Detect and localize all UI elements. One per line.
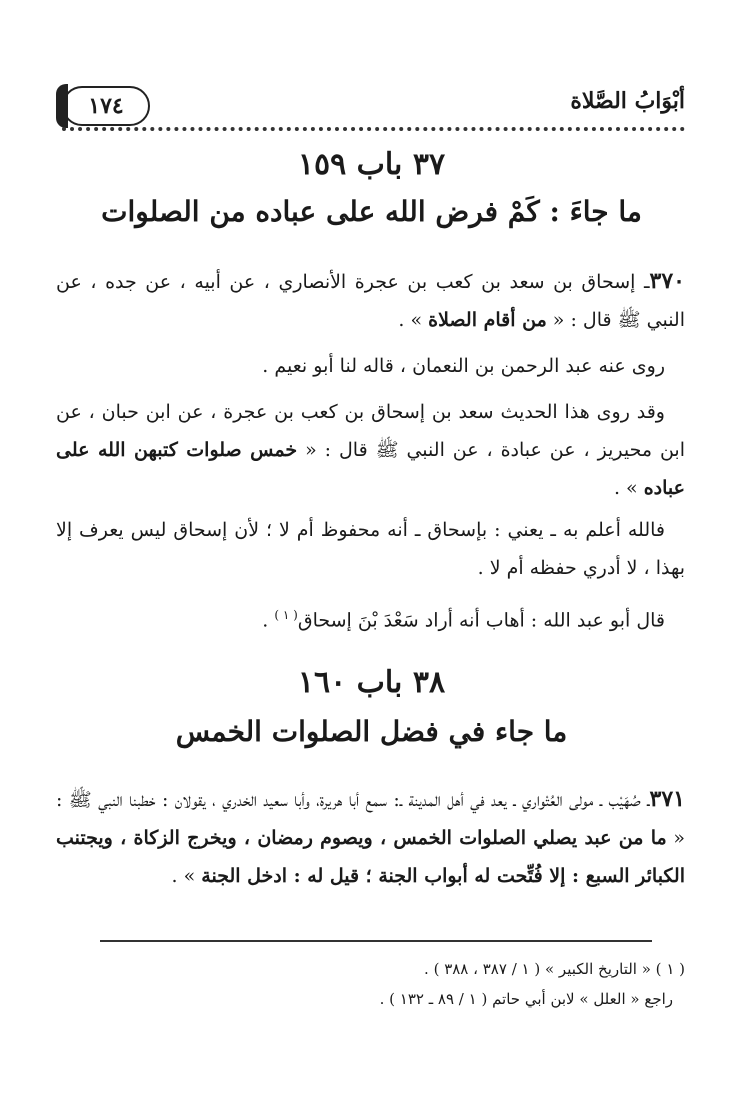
commentary-paragraph bbox=[56, 511, 685, 587]
author-remark bbox=[56, 596, 665, 639]
footnote: ( ١ ) « التاريخ الكبير » ( ١ / ٣٨٧ ، ٣٨٨ ) . bbox=[424, 960, 685, 978]
hadith-quote: من أقام الصلاة bbox=[428, 309, 547, 331]
entry-text: ـ إسحاق بن سعد بن كعب بن عجرة الأنصاري ، عن أبيه ، عن جده ، عن النبي ﷺ قال : « bbox=[56, 271, 685, 331]
paragraph-text-end: » . bbox=[613, 477, 644, 499]
paragraph-text: قال أبو عبد الله : أهاب أنه أراد سَعْدَ بْنَ إسحاق bbox=[297, 609, 665, 632]
running-title: أبْوَابُ الصَّلاة bbox=[570, 88, 685, 114]
paragraph-text-end: . bbox=[262, 609, 275, 632]
entry-text-end: » . bbox=[398, 309, 429, 331]
footnote-divider bbox=[100, 940, 652, 942]
paragraph-text: وقد روى هذا الحديث سعد بن إسحاق بن كعب بن عجرة ، عن ابن حبان ، عن ابن محيريز ، عن عبادة ، عن النبي ﷺ قال : « bbox=[56, 401, 685, 461]
page-number-badge bbox=[62, 86, 150, 126]
entry-number: ٣٧١ bbox=[649, 786, 685, 812]
hadith-entry-370 bbox=[56, 262, 685, 339]
entry-number: ٣٧٠ bbox=[649, 268, 685, 294]
chapter-number: ٣٧ باب ١٥٩ bbox=[297, 147, 446, 182]
hadith-entry-371 bbox=[56, 780, 685, 895]
footnote-reference: ( ١ ) bbox=[274, 608, 298, 622]
chapter-number: ٣٨ باب ١٦٠ bbox=[297, 665, 446, 700]
entry-text: ـ صُهَيْب ـ مولى العُتْواري ـ يعد في أهل المدينة ـ: سمع أبا هريرة، وأبا سعيد الخدري ، يقولان : خطبنا النبي ﷺ : « bbox=[56, 789, 685, 849]
hadith-quote: ما من عبد يصلي الصلوات الخمس ، ويصوم رمضان ، ويخرج الزكاة ، ويجتنب الكبائر السبع : إلا فُتِّحت له أبواب الجنة ؛ قيل له : ادخل الجنة bbox=[56, 827, 685, 887]
entry-text-end: » . bbox=[171, 865, 202, 887]
paragraph-text: فالله أعلم به ـ يعني : بإسحاق ـ أنه محفوظ أم لا ؛ لأن إسحاق ليس يعرف إلا بهذا ، لا أدري حفظه أم لا . bbox=[56, 519, 685, 579]
chapter-title: ما جاءَ : كَمْ فرض الله على عباده من الصلوات bbox=[101, 195, 642, 228]
hadith-quote: خمس صلوات كتبهن الله على عباده bbox=[56, 439, 685, 499]
page-number: ١٧٤ bbox=[88, 93, 124, 119]
hadith-variant-paragraph bbox=[56, 393, 685, 507]
chapter-title: ما جاء في فضل الصلوات الخمس bbox=[175, 715, 568, 748]
narration-note: روى عنه عبد الرحمن بن النعمان ، قاله لنا أبو نعيم . bbox=[262, 355, 665, 377]
footnote: راجع « العلل » لابن أبي حاتم ( ١ / ٨٩ ـ ١٣٢ ) . bbox=[379, 990, 673, 1008]
header-divider bbox=[62, 127, 685, 131]
